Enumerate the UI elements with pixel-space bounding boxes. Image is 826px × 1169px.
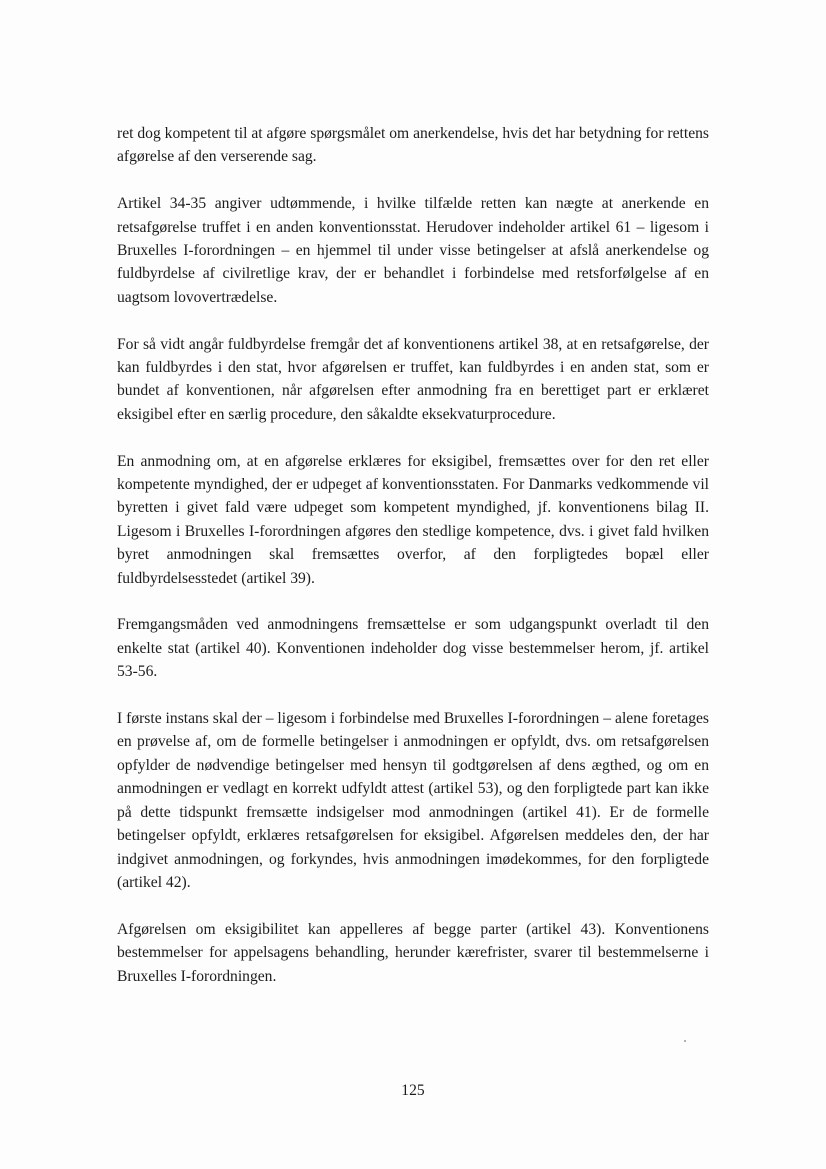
paragraph-3: For så vidt angår fuldbyrdelse fremgår det af konventionens artikel 38, at en retsafgørelse, der kan fuldbyrdes i den stat, hvor afgørelsen er truffet, kan fuldbyrdes i en anden stat, som er bundet af konventionen, når afgørelsen efter anmodning fra en berettiget part er erklæret eksigibel efter en særlig procedure, den såkaldte eksekvaturprocedure. [117,335,709,423]
paragraph-5: Fremgangsmåden ved anmodningens fremsættelse er som udgangspunkt overladt til den enkelte stat (artikel 40). Konventionen indeholder dog visse bestemmelser herom, jf. artikel 53-56. [117,616,709,681]
paragraph-2: Artikel 34-35 angiver udtømmende, i hvilke tilfælde retten kan nægte at anerkende en retsafgørelse truffet i en anden konventionsstat. Herudover indeholder artikel 61 – ligesom i Bruxelles I-forordningen – en hjemmel til under visse betingelser at afslå anerkendelse og fuldbyrdelse af civilretlige krav, der er behandlet i forbindelse med retsforfølgelse af en uagtsom lovovertrædelse. [117,195,709,306]
body-text [117,122,709,988]
paragraph-6: I første instans skal der – ligesom i forbindelse med Bruxelles I-forordningen – alene foretages en prøvelse af, om de formelle betingelser i anmodningen er opfyldt, dvs. om retsafgørelsen opfylder de nødvendige betingelser med hensyn til godtgørelsen af dens ægthed, og om en anmodningen er vedlagt en korrekt udfyldt attest (artikel 53), og den forpligtede part kan ikke på dette tidspunkt fremsætte indsigelser mod anmodningen (artikel 41). Er de formelle betingelser opfyldt, erklæres retsafgørelsen for eksigibel. Afgørelsen meddeles den, der har indgivet anmodningen, og forkyndes, hvis anmodningen imødekommes, for den forpligtede (artikel 42). [117,710,709,891]
scan-speck [684,1040,686,1042]
paragraph-4: En anmodning om, at en afgørelse erklæres for eksigibel, fremsættes over for den ret eller kompetente myndighed, der er udpeget af konventionsstaten. For Danmarks vedkommende vil byretten i givet fald være udpeget som kompetent myndighed, jf. konventionens bilag II. Ligesom i Bruxelles I-forordningen afgøres den stedlige kompetence, dvs. i givet fald hvilken byret anmodningen skal fremsættes overfor, af den forpligtedes bopæl eller fuldbyrdelsesstedet (artikel 39). [117,452,709,587]
paragraph-1: ret dog kompetent til at afgøre spørgsmålet om anerkendelse, hvis det har betydning for rettens afgørelse af den verserende sag. [117,125,709,166]
page-number: 125 [401,1082,425,1099]
paragraph-7: Afgørelsen om eksigibilitet kan appelleres af begge parter (artikel 43). Konventionens bestemmelser for appelsagens behandling, herunder kærefrister, svarer til bestemmelserne i Bruxelles I-forordningen. [117,920,709,985]
